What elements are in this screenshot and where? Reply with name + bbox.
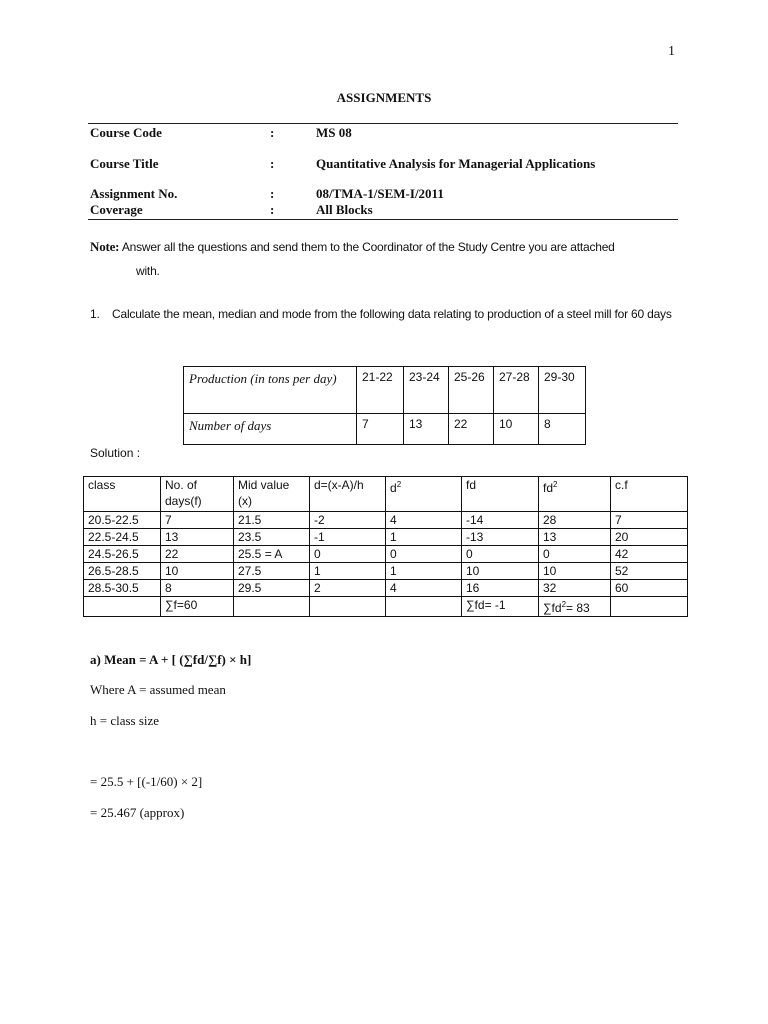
colon: : xyxy=(270,156,275,171)
table-cell: 22 xyxy=(161,546,234,563)
table-cell: 29.5 xyxy=(234,580,310,597)
table-cell: 20.5-22.5 xyxy=(84,512,161,529)
table-header-row xyxy=(84,477,688,512)
table-cell: 1 xyxy=(386,563,462,580)
question-1 xyxy=(90,307,680,322)
table-cell: 27.5 xyxy=(234,563,310,580)
table-cell xyxy=(84,597,161,617)
table-cell: -2 xyxy=(310,512,386,529)
table-cell: 23.5 xyxy=(234,529,310,546)
sum-fd2-text: ∑fd xyxy=(543,601,562,615)
table-cell: 60 xyxy=(611,580,688,597)
table-cell: 13 xyxy=(161,529,234,546)
mean-step-1: = 25.5 + [(-1/60) × 2] xyxy=(90,774,203,789)
table-cell: 10 xyxy=(462,563,539,580)
colon: : xyxy=(270,186,275,201)
table-row xyxy=(184,367,586,414)
table-cell: 23-24 xyxy=(404,367,449,414)
header-text: fd xyxy=(543,481,554,495)
table-cell: 32 xyxy=(539,580,611,597)
table-cell: 42 xyxy=(611,546,688,563)
table-cell: 24.5-26.5 xyxy=(84,546,161,563)
question-text: Calculate the mean, median and mode from the following data relating to production of a steel mill for 60 days xyxy=(112,307,672,321)
table-cell: 20 xyxy=(611,529,688,546)
header-cell xyxy=(539,477,611,512)
question-number: 1. xyxy=(90,307,100,321)
table-cell: 8 xyxy=(539,414,586,445)
table-cell: 27-28 xyxy=(494,367,539,414)
table-cell: 7 xyxy=(611,512,688,529)
header-top-rule xyxy=(88,123,678,124)
course-title-label: Course Title xyxy=(90,156,159,171)
colon: : xyxy=(270,125,275,140)
table-cell xyxy=(386,597,462,617)
table-cell: 25-26 xyxy=(449,367,494,414)
table-row xyxy=(84,512,688,529)
header-cell xyxy=(386,477,462,512)
colon: : xyxy=(270,202,275,217)
table-cell: 0 xyxy=(462,546,539,563)
table-row xyxy=(84,563,688,580)
table-cell: 2 xyxy=(310,580,386,597)
table-cell: 4 xyxy=(386,580,462,597)
sum-f-cell: ∑f=60 xyxy=(161,597,234,617)
header-cell: fd xyxy=(462,477,539,512)
table-cell: 0 xyxy=(386,546,462,563)
table-cell: 22.5-24.5 xyxy=(84,529,161,546)
assignment-no-value: 08/TMA-1/SEM-I/2011 xyxy=(316,186,444,201)
superscript: 2 xyxy=(396,480,402,489)
solution-table xyxy=(83,476,688,617)
table-cell: 16 xyxy=(462,580,539,597)
table-cell: 28 xyxy=(539,512,611,529)
header-cell: d=(x-A)/h xyxy=(310,477,386,512)
coverage-value: All Blocks xyxy=(316,202,373,217)
table-row xyxy=(84,529,688,546)
table-cell: 28.5-30.5 xyxy=(84,580,161,597)
production-table xyxy=(183,366,586,445)
table-cell: 7 xyxy=(357,414,404,445)
header-cell: No. of days(f) xyxy=(161,477,234,512)
table-row xyxy=(184,414,586,445)
course-code-value: MS 08 xyxy=(316,125,352,140)
mean-heading: a) Mean = A + [ (∑fd/∑f) × h] xyxy=(90,652,252,667)
assignment-no-label: Assignment No. xyxy=(90,186,178,201)
header-bottom-rule xyxy=(88,219,678,220)
course-code-label: Course Code xyxy=(90,125,162,140)
solution-label: Solution : xyxy=(90,446,141,460)
production-label-cell: Production (in tons per day) xyxy=(184,367,357,414)
table-cell: 26.5-28.5 xyxy=(84,563,161,580)
table-cell: -1 xyxy=(310,529,386,546)
note-paragraph xyxy=(90,235,690,283)
table-cell xyxy=(310,597,386,617)
superscript: 2 xyxy=(553,480,558,489)
table-cell: 29-30 xyxy=(539,367,586,414)
header-cell: c.f xyxy=(611,477,688,512)
table-cell: -13 xyxy=(462,529,539,546)
totals-row xyxy=(84,597,688,617)
table-cell: -14 xyxy=(462,512,539,529)
sum-fd2-value: = 83 xyxy=(566,601,590,615)
sum-fd-cell: ∑fd= -1 xyxy=(462,597,539,617)
table-cell: 4 xyxy=(386,512,462,529)
course-title-value: Quantitative Analysis for Managerial Applications xyxy=(316,156,596,171)
sum-fd2-cell xyxy=(539,597,611,617)
days-label-cell: Number of days xyxy=(184,414,357,445)
table-cell xyxy=(611,597,688,617)
superscript: 2 xyxy=(561,600,567,609)
table-row xyxy=(84,546,688,563)
table-cell: 0 xyxy=(310,546,386,563)
table-cell: 22 xyxy=(449,414,494,445)
note-text-continued: with. xyxy=(136,264,160,278)
class-size-line: h = class size xyxy=(90,713,160,728)
table-cell: 21.5 xyxy=(234,512,310,529)
document-title: ASSIGNMENTS xyxy=(336,90,432,105)
note-text: Answer all the questions and send them to the Coordinator of the Study Centre you are attached xyxy=(121,240,615,254)
table-cell: 10 xyxy=(161,563,234,580)
table-cell: 1 xyxy=(310,563,386,580)
table-cell: 52 xyxy=(611,563,688,580)
table-cell: 25.5 = A xyxy=(234,546,310,563)
table-cell: 8 xyxy=(161,580,234,597)
table-row xyxy=(84,580,688,597)
table-cell: 0 xyxy=(539,546,611,563)
table-cell: 1 xyxy=(386,529,462,546)
mean-step-2: = 25.467 (approx) xyxy=(90,805,185,820)
header-cell: Mid value (x) xyxy=(234,477,310,512)
page-number: 1 xyxy=(668,44,675,59)
where-line: Where A = assumed mean xyxy=(90,682,226,697)
table-cell: 13 xyxy=(404,414,449,445)
header-text: d xyxy=(390,481,397,495)
note-label: Note: xyxy=(90,239,120,254)
table-cell: 10 xyxy=(494,414,539,445)
coverage-label: Coverage xyxy=(90,202,143,217)
header-cell: class xyxy=(84,477,161,512)
table-cell: 7 xyxy=(161,512,234,529)
table-cell: 10 xyxy=(539,563,611,580)
table-cell: 13 xyxy=(539,529,611,546)
table-cell: 21-22 xyxy=(357,367,404,414)
table-cell xyxy=(234,597,310,617)
